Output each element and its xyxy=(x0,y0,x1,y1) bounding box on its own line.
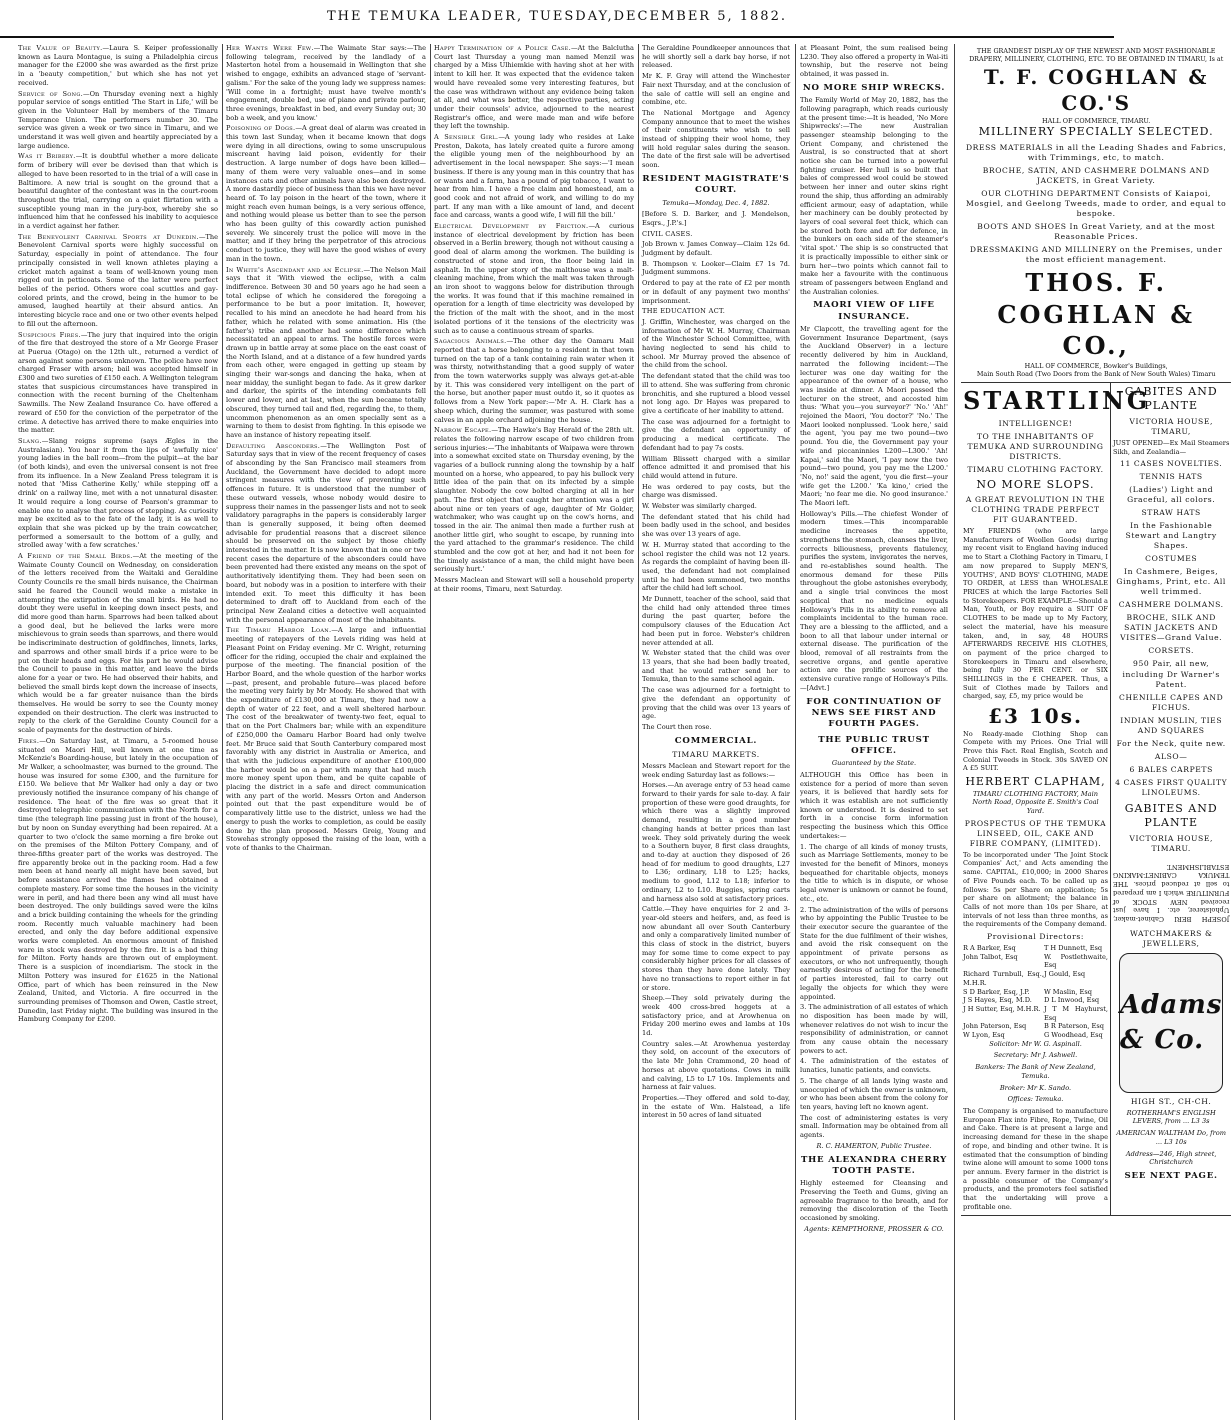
paragraph-text: Cattle.—They have enquiries for 2 and 3-year-old steers and heifers, and, as feed is now abundant all over South Canterbury and only a comparatively limited number of this class of stock in the district, buyers may for some time to come expect to pay considerably higher prices for all classes of stores than they have done lately. They have no transactions to report either in fat or store. xyxy=(642,905,790,992)
waltham: AMERICAN WALTHAM Do, from ... L3 10s xyxy=(1116,1129,1226,1146)
column-3 xyxy=(434,44,634,1420)
paragraph-text: Ordered to pay at the rate of £2 per month or in default of any payment two months' imprisonment. xyxy=(642,279,790,305)
paragraph-text: He was ordered to pay costs, but the charge was dismissed. xyxy=(642,482,790,500)
paragraph xyxy=(18,737,218,1024)
paragraph-lead: Suspicious Fires. xyxy=(18,330,81,339)
director-name: T H Dunnett, Esq xyxy=(1043,944,1103,953)
paragraph xyxy=(642,455,790,481)
advert-line: COSTUMES xyxy=(1145,554,1198,564)
paragraph-text: —At the meeting of the Waimate County Council on Wednesday, on consideration of the letters received from the Waitaki and Geraldine County Councils re the small birds nuisance, the Chairman said he feared the Council would make a mistake in attempting the extirpation of the small birds. He had no doubt they were useful in keeping down insect pests, and did more good than harm. Sparrows had been talked about a good deal, but he believed the larks were more mischievous to grain seeds than sparrows, and there would be indiscriminate destruction of goldfinches, linnets, larks, and sparrows and other small birds if a price were to be put on their heads and eggs. For his part he would advise the Council to pause in this matter, and leave the birds alone for a year or two. He had observed their habits, and believed the small birds kept down the increase of insects, which would be a far greater nuisance than the birds themselves. He would be sorry to see the County money expended on their destruction. The clerk was instructed to reply to the clerk of the Geraldine County Council for a scale of payments for the destruction of birds. xyxy=(18,552,218,735)
notices xyxy=(642,44,790,170)
paragraph xyxy=(226,626,426,852)
paragraph-text: W. Webster was similarly charged. xyxy=(642,502,757,511)
paragraph xyxy=(642,1040,790,1092)
paragraph xyxy=(642,240,790,257)
paragraph xyxy=(642,994,790,1038)
director-name: D L Inwood, Esq xyxy=(1043,996,1100,1005)
paragraph xyxy=(800,771,948,841)
advert-line: 4 CASES FIRST QUALITY LINOLEUMS. xyxy=(1115,777,1228,797)
maori-article xyxy=(800,325,948,508)
paragraph-text: Sheep.—They sold privately during the week 400 cross-bred hoggets at a satisfactory price, and at Arowhenua on Friday 200 merino ewes and lambs at 10s 1d. xyxy=(642,994,790,1038)
paragraph-text: Country sales.—At Arowhenua yesterday they sold, on account of the executors of the late Mr John Crammond, 20 head of horses at above quotations. Cows in milk and calving, L5 to L7 10s. Implements and harness at fair values. xyxy=(642,1039,790,1092)
cherry-text: Highly esteemed for Cleansing and Preserving the Teeth and Gums, giving an agreeable fragrance to the breath, and for removing the discoloration of the Teeth occasioned by smoking. xyxy=(800,1179,948,1222)
paragraph xyxy=(434,576,634,593)
cherry-heading: THE ALEXANDRA CHERRY TOOTH PASTE. xyxy=(800,1154,948,1176)
advert-line: OUR CLOTHING DEPARTMENT Consists of Kaiapoi, Mosgiel, and Geelong Tweeds, made to order, and equal to bespoke. xyxy=(966,188,1227,218)
advert-line: (Ladies') Light and Graceful, all colors. xyxy=(1127,485,1216,505)
advert-line: CHENILLE CAPES AND FICHUS. xyxy=(1119,692,1224,712)
clapham-address: TIMARU CLOTHING FACTORY, Main North Road, Opposite E. Smith's Coal Yard. xyxy=(972,789,1099,815)
paragraph xyxy=(642,44,790,70)
advert-line: DRESSMAKING AND MILLINERY on the Premises, under the most efficient management. xyxy=(969,244,1223,264)
paragraph-lead: The Value of Beauty. xyxy=(18,44,103,52)
column-rule xyxy=(222,44,223,1420)
court-subheading: Temuka—Monday, Dec. 4, 1882. xyxy=(662,198,770,207)
coghlan-millinery: MILLINERY SPECIALLY SELECTED. xyxy=(978,125,1214,139)
paragraph-text: —At the Balclutha Court last Thursday a young man named Menzil was charged by a Miss Ulhiemkie with having shot at her with intent to kill her. It was expected that the evidence taken would have revealed some very interesting features, but the case was withdrawn without any evidence being taken at all, and what was better, the respective parties, acting under their counsels' advice, adjourned to the nearest Registrar's office, and were made man and wife before they left the township. xyxy=(434,44,634,131)
paragraph-lead: Defaulting Absconders. xyxy=(226,441,321,450)
director-name: John Paterson, Esq xyxy=(963,1022,1027,1031)
markets-heading: TIMARU MARKETS. xyxy=(672,749,760,759)
paragraph xyxy=(642,513,790,539)
paragraph-lead: Narrow Escape. xyxy=(434,426,492,435)
maori-heading: MAORI VIEW OF LIFE INSURANCE. xyxy=(813,300,935,322)
gabites2-title: GABITES AND PLANTE xyxy=(1124,801,1218,830)
coghlan-advert xyxy=(961,44,1231,383)
paragraph-text: J. Griffin, Winchester, was charged on the information of Mr W. H. Murray, Chairman of the Winchester School Committee, with having neglected to send his child to school. Mr Murray proved the absence of the child from the school. xyxy=(642,317,790,370)
see-next-page: SEE NEXT PAGE. xyxy=(1124,1170,1218,1181)
paragraph xyxy=(800,1077,948,1112)
paragraph-text: at Pleasant Point, the sum realised being L230. They also offered a property in Wai-iti township, but the reserve not being obtained, it was passed in. xyxy=(800,44,948,79)
director-name: J S Hayes, Esq, M.D. xyxy=(963,996,1032,1005)
paragraph-text: 3. The administration of all estates of which no disposition has been made by will, whenever relatives do not wish to incur the responsibility of administration, or cannot from any cause obtain the necessary powers to act. xyxy=(800,1003,948,1055)
paragraph xyxy=(800,1114,948,1140)
column-rule xyxy=(430,44,431,1420)
paragraph-text: B. Thompson v. Looker—Claim £7 1s 7d. Judgment summons. xyxy=(642,259,790,277)
revolution: A GREAT REVOLUTION IN THE CLOTHING TRADE PERFECT FIT GUARANTEED. xyxy=(965,495,1106,525)
column-5-news xyxy=(800,44,948,1420)
advert-line: In Cashmere, Beiges, Ginghams, Print, etc. All well trimmed. xyxy=(1116,567,1226,597)
paragraph-text: Mr K. F. Gray will attend the Winchester Fair next Thursday, and at the conclusion of the sale of cattle will sell an engine and combine, etc. xyxy=(642,72,790,107)
paragraph xyxy=(642,279,790,305)
director-name: B R Paterson, Esq xyxy=(1043,1022,1104,1031)
gabites2-address: VICTORIA HOUSE, TIMARU. xyxy=(1129,833,1213,853)
paragraph-text: —The Hawke's Bay Herald of the 28th ult. relates the following narrow escape of two children from serious injuries:—'The inhabitants of Waipawa were thrown into a somewhat excited state on Thursday evening, by the vagaries of a bullock running along the township by a half mounted on a horse, who appeared, to pay his bullock very little idea of the pain that on its infected by a simple slaughter. Nobody the cow bolted charging at all in her path. The first object that caught her attention was a girl about nine or ten years of age, daughter of Mr Golder, watchmaker, who was caught up on the cow's horns, and tossed in the air. The animal then made a further rush at another little girl, who sought to escape, by running into the yard attached to the grammar's residence. The child stumbled and the cow got at her, and had it not been for the timely assistance of a man, the child might have been seriously hurt.' xyxy=(434,426,634,574)
startling-sub: INTELLIGENCE! xyxy=(998,419,1073,429)
paragraph-text: Mr Dunnett, teacher of the school, said that the child had only attended three times during the past quarter, before the compulsory clauses of the Education Act had been put in force. Webster's children never attended at all. xyxy=(642,595,790,647)
wrecks-article xyxy=(800,96,948,296)
advert-line: CORSETS. xyxy=(1148,646,1195,656)
paragraph xyxy=(18,90,218,151)
masthead: THE TEMUKA LEADER, TUESDAY,DECEMBER 5, 1882. xyxy=(0,0,1114,38)
paragraph xyxy=(642,905,790,992)
paragraph-text: —A curious instance of electrical development by friction has been observed in a Berlin brewery, though not without causing a good deal of alarm among the workmen. The building is constructed of stone and iron, the floor being laid in asphalt. In the upper story of the malthouse was a malt-cleaning machine, from which the malt was taken through an iron shoot to waggons below for distribution through the works. It was found that if this machine remained in operation for a length of time electricity was developed by the friction of the malt with the shoot, and in the most isolated portions of it the tensions of the electricity was such as to cause a continuous stream of sparks. xyxy=(434,222,634,335)
column-rule xyxy=(795,44,796,1420)
paragraph-text: W. Webster stated that the child was over 13 years, that she had been badly treated, and that he would rather send her to Temuka, than to the same school again. xyxy=(642,649,790,684)
director-name: S D Barker, Esq, J.P. xyxy=(963,987,1030,996)
paragraph xyxy=(226,442,426,625)
secretary: Secretary: Mr J. Ashwell. xyxy=(993,1051,1078,1060)
gabites-column xyxy=(1111,383,1231,1216)
paragraph-text: —A great deal of alarm was created in this town last Sunday, when it became known that dogs were dying in all directions, owing to some unscrupulous miscreant having laid poison, evidently for their destruction. A large number of dogs have been killed—many of them were very valuable ones—and in some instances cats and other animals have also been destroyed. A more dastardly piece of business than this we have never heard of. To lay poison in the heart of the town, where it might reach even human beings, is a very serious offence, and nothing would please us better than to see the person who has been guilty of this cowardly action punished severely. We sincerely trust the police will move in the matter, and if they bring the perpetrator of this atrocious conduct to justice, they will have the good wishes of every man in the town. xyxy=(226,124,426,263)
paragraph-text: The defendant stated that the child was too ill to attend. She was suffering from chronic bronchitis, and she ruptured a blood vessel not long ago. Dr Hayes was prepared to give a certificate of her inability to attend. xyxy=(642,372,790,415)
paragraph-text: Mr Clapcott, the travelling agent for the Government Insurance Department, (says the Auckland Observer) in a lecture recently delivered by him in Auckland, narrated the following incident:—The lecturer was one day waiting for the appearance of the owner of a house, who was inside at dinner. A Maori passed the lecturer on the street, and accosted him thus: 'What you—you surveyor?' 'No.' 'Ah!' rejoined the Maori, 'You doctor?' 'No.' The Maori looked nonplussed. 'Look here,' said the agent, 'you pay me two pound—two pound. You die, the Government pay your wife and piccaninnies L200—L300.' 'Ah! Kapai,' said the Maori, 'I pay now the two pound—two pound, you pay me the L200.' 'No, no!' said the agent, 'you die first—your wife get the L200.' 'Ka kino,' cried the Maori; 'no fear me die. No good insurance.' The Maori left. xyxy=(800,325,948,508)
column-4 xyxy=(642,44,790,1420)
paragraph-text: The case was adjourned for a fortnight to give the defendant an opportunity of producing a medical certificate. The defendant had to pay 7s costs. xyxy=(642,417,790,452)
director-name: G Woodhead, Esq xyxy=(1043,1031,1103,1040)
director-name: J T M Hayhurst, Esq xyxy=(1043,1004,1108,1022)
paragraph-text: The case was adjourned for a fortnight to give the defendant an opportunity of proving that the child was over 13 years of age. xyxy=(642,686,790,721)
linseed-title: PROSPECTUS OF THE TEMUKA LINSEED, OIL, CAKE AND FIBRE COMPANY, (LIMITED). xyxy=(964,818,1107,848)
paragraph xyxy=(642,109,790,170)
paragraph xyxy=(642,418,790,453)
paragraph xyxy=(18,331,218,435)
advert-line: For the Neck, quite new. xyxy=(1116,738,1226,748)
paragraph xyxy=(800,44,948,79)
continuation-notice: FOR CONTINUATION OF NEWS SEE FIRST AND FOURTH PAGES. xyxy=(806,696,942,730)
paragraph-text: Job Brown v. James Conway—Claim 12s 6d. Judgment by default. xyxy=(642,240,790,258)
paragraph xyxy=(642,307,790,316)
paragraph xyxy=(642,1094,790,1120)
ads-row xyxy=(961,383,1231,1217)
paragraph xyxy=(800,843,948,904)
paragraph-text: —The Nelson Mail says that it 'With viewed the eclipse, with a calm indifference. Between 30 and 50 years ago he had seen a total eclipse of which he considered the foregoing a performance to be but a poor imitation. It, however, recalled to his mind an anecdote he had heard from his father, which he related with some animation. His (the father's) tribe and another had some difference which necessitated an appeal to arms. The hostile forces were drawn up in battle array at some place on the east coast of the North Island, and at a distance of a few hundred yards from each other, were engaged in getting up steam by singing their war-songs and dancing the haka, when at near midday, the sunlight began to fade. As it grew darker and darker, the spirits of the intending combatants fell lower and lower, and at last, when the sun became totally obscured, they turned tail and fled, regarding the, to them, uncommon phenomenon as an omen specially sent as a warning to them to desist from fighting. In this episode we have an instance of history repeating itself. xyxy=(226,265,426,439)
paragraph-text: 2. The administration of the wills of persons who by appointing the Public Trustee to be their executor secure the guarantee of the State for the due fulfilment of their wishes, and avoid the risk consequent on the appointment of private persons as executors, or who not unfrequently, though earnestly desirous of acting for the benefit of parties interested, fail to carry out legally the objects for which they were appointed. xyxy=(800,905,948,1001)
trust-article xyxy=(800,771,948,1140)
paragraph xyxy=(18,233,218,329)
paragraph-lead: The Timaru Harbor Loan. xyxy=(226,626,332,635)
paragraph xyxy=(642,723,790,732)
paragraph-lead: The Benevolent Carnival Sports at Dunedin. xyxy=(18,232,199,241)
paragraph-lead: Happy Termination of a Police Case. xyxy=(434,44,571,52)
paragraph-text: —Slang reigns supreme (says Ægles in the Australasian). You hear it from the lips of 'awfully nice' young ladies in the ball room—from the pulpit—at the bar (of both kinds), and even the universal consent is not free from its influence. In a New Zealand Press telegram it is noted that 'Miss Catherine Kelly,' while stepping off a drink' on a railway line, met with a not unnatural disaster. It would require a long course of Pearson's grammar to enable one to analyse that process of stepping. As curiosity may be excited as to the fate of the lady, it is as well to explain that she was picked up by the train cowcatcher, performed a somersault to the bottom of a gully, and strolled away 'with a few scratches.' xyxy=(18,436,218,550)
director-name: John Talbot, Esq xyxy=(963,952,1018,961)
director-name: J Gould, Esq xyxy=(1043,970,1086,979)
coghlan2-name: THOS. F. COGHLAN & CO., xyxy=(997,267,1195,361)
coghlan2-address: Main South Road (Two Doors from the Bank of New South Wales) Timaru xyxy=(976,370,1216,379)
gabites-title: GABITES AND PLANTE xyxy=(1124,384,1218,413)
paragraph-text: —A young lady who resides at Lake Preston, Dakota, has lately created quite a furore among the eligible young men of the neighbourhood by an advertisement in the local newspaper. She says:—'I mean business. If there is any young man in this country that has or wants and a farm, has a pound of pig tobacco, I want to hear from him. I have a free claim and homestead, am a good cook and not afraid of work, and willing to do my part. If any man with a like amount of land, and decent face and carcass, wants a good wife, I will fill the bill.' xyxy=(434,133,635,220)
paragraph xyxy=(800,1003,948,1055)
paragraph-lead: A Friend of the Small Birds. xyxy=(18,552,133,561)
advert-line: INDIAN MUSLIN, TIES AND SQUARES xyxy=(1120,715,1223,735)
startling-advert xyxy=(961,383,1151,1216)
paragraph xyxy=(226,44,426,122)
paragraph xyxy=(642,649,790,684)
paragraph-text: Properties.—They offered and sold to-day, in the estate of Wm. Halstead, a life interest in 50 acres of land situated xyxy=(642,1093,790,1120)
paragraph xyxy=(642,72,790,107)
offices: Offices: Temuka. xyxy=(1007,1095,1064,1104)
advert-line: TENNIS HATS xyxy=(1139,472,1203,482)
paragraph xyxy=(642,318,790,370)
director-name: W. Postlethwaite, Esq xyxy=(1043,952,1108,970)
paragraph xyxy=(642,260,790,277)
paragraph-text: —The jury that inquired into the origin of the fire that destroyed the store of a Mr George Fraser at Puerua (Otago) on the 12th ult., returned a verdict of arson against some persons unknown. The police have now charged Fraser with arson; bail was accepted himself in £300 and two sureties of £150 each. A Wellington telegram states that suspicious circumstances have transpired in connection with the recent burning of the Cheltenham Sawmills. The New Zealand Insurance Co. have offered a reward of £50 for the conviction of the perpetrator of the crime. A detective has arrived there to make enquiries into the matter. xyxy=(18,330,219,435)
gabites-lines xyxy=(1113,472,1229,797)
startling-title: STARTLING xyxy=(963,385,1151,415)
paragraph-text: 5. The charge of all lands lying waste and unoccupied of which the owner is unknown, or who has been absent from the colony for ten years, having left no known agent. xyxy=(800,1076,948,1111)
paragraph-lead: Poisoning of Dogs. xyxy=(226,124,296,133)
advert-column xyxy=(961,44,1231,1420)
paragraph-text: —The Wellington Post of Saturday says that in view of the recent frequency of cases of absconding by the San Francisco mail steamers from Auckland, the Government have decided to adopt more stringent measures with the view of preventing such offences in future. It is understood that the number of these outward vessels, whose nobody would desire to suppress their names in the passenger lists and not to seek validatory paragraphs in the papers is considerably larger than is generally supposed, it being often deemed advisable for prudential reasons that a discreet silence should be preserved on the subject by those chiefly interested in the matter. It is now known that in one or two recent cases the departure of the absconders could have been prevented had there existed any means on the spot of authoritatively identifying them. They had been seen on board, but nobody was in a position to interfere with their intended exit. To meet this difficulty it has been determined to draft off to Auckland from each of the principal New Zealand cities a detective well acquainted with the personal appearance of most of the inhabitants. xyxy=(226,441,426,624)
advert-line: In the Fashionable Stewart and Langtry Shapes. xyxy=(1125,521,1217,551)
paragraph-lead: Electrical Development by Friction. xyxy=(434,222,589,231)
trust-signature: R. C. HAMERTON, Public Trustee. xyxy=(816,1141,932,1150)
markets-report xyxy=(642,762,790,1120)
linseed-more: The Company is organised to manufacture European Flax into Fibre, Rope, Twine, Oil and Cake. There is at present a large and increasing demand for these in the shape of rope, and binding and other twine. It is estimated that the consumption of binding twine alone will amount to some 1000 tons per annum. Every farmer in the district is a possible consumer of the Company's products, and the promoters feel satisfied that the undertaking will prove a profitable one. xyxy=(963,1107,1108,1211)
paragraph-text: —On Thursday evening next a highly popular service of songs entitled 'The Start in Life,' will be given in the Volunteer Hall by members of the Timaru Temperance Union. The performers number 30. The service was given a week or two since in Timaru, and we understand it was well given and heartily appreciated by a large audience. xyxy=(18,89,218,150)
paragraph xyxy=(226,124,426,263)
director-name: J H Sutter, Esq, M.H.R. xyxy=(963,1004,1041,1013)
court-heading: RESIDENT MAGISTRATE'S COURT. xyxy=(642,173,790,196)
court-report xyxy=(642,210,790,731)
paragraph-text: 1. The charge of all kinds of money trusts, such as Marriage Settlements, money to be invested for the benefit of Minors, moneys bequeathed for charitable objects, moneys the title to which is in dispute, or whose legal owner is unknown or cannot be found, etc., etc. xyxy=(800,842,948,903)
clapham-name: HERBERT CLAPHAM, xyxy=(965,775,1106,789)
paragraph xyxy=(434,222,634,335)
coghlan-hall: HALL OF COMMERCE, TIMARU. xyxy=(1042,116,1151,125)
paragraph-text: Messrs Maclean and Stewart will sell a household property at their rooms, Timaru, next Saturday. xyxy=(434,576,634,593)
advert-line: BROCHE, SATIN, AND CASHMERE DOLMANS AND JACKETS, in Great Variety. xyxy=(982,165,1210,185)
director-row xyxy=(963,1031,1108,1040)
paragraph-text: The Court then rose. xyxy=(642,722,712,731)
paragraph-text: —The Waimate Star says:—The following telegram, received by the landlady of a Masterton hotel from a housemaid in Wellington that she wished to engage, exhibits an advanced stage of 'servant-galism.' For the sake of the young lady we suppress names: 'Will come in a fortnight; must have twelve month's engagement, double bed, use of piano and private parlour, three evenings, breakfast in bed, and every Sunday out; 30 bob a week, and you know.' xyxy=(226,44,426,122)
paragraph xyxy=(642,230,790,239)
directors-title: Provisional Directors: xyxy=(987,932,1084,942)
paragraph xyxy=(18,44,218,88)
bankers: Bankers: The Bank of New Zealand, Temuka. xyxy=(975,1063,1096,1080)
paragraph xyxy=(434,133,634,220)
watch-address-2: Address—246, High street, Christchurch xyxy=(1125,1149,1217,1167)
paragraph xyxy=(434,337,634,424)
paragraph-text: The Family World of May 20, 1882, has the following paragraph, which reads curiously at the present time:—It is headed, 'No More Shipwrecks':—The new Australian passenger steamship belonging to the Orient Company, and christened the Austral, is so constructed that at short notice she can be turned into a powerful fighting cruiser. Her hull is so built that bales of compressed wool could be stowed between her inner and outer skins right round the ship, thus affording an admirably efficient armour, easy of adaptation, while her machinery can be doubly protected by layers of coal several feet thick, which can be stored both fore and aft for defence, in the bunkers on each side of the steamer's 'vital spot.' The ship is so constructed that it is practically impossible to either sink or burn her—two points which cannot fail to make her a favourite with the continuous stream of passengers between England and the Australian colonies. xyxy=(800,96,948,296)
paragraph-lead: Service of Song. xyxy=(18,89,84,98)
advert-line: ALSO— xyxy=(1154,751,1188,761)
gabites-cases: 11 CASES NOVELTIES. xyxy=(1120,459,1223,469)
paragraph xyxy=(800,325,948,508)
coghlan2-hall: HALL OF COMMERCE, Bowker's Buildings, xyxy=(1024,361,1168,370)
property-sale xyxy=(800,44,948,79)
director-name: W Maslin, Esq xyxy=(1043,987,1092,996)
paragraph xyxy=(642,595,790,647)
watch-name: Adams & Co. xyxy=(1120,990,1223,1055)
paragraph xyxy=(434,426,634,574)
paragraph-text: [Before S. D. Barker, and J. Mendelson, Esqrs., J.P.'s.] xyxy=(642,210,790,227)
paragraph xyxy=(642,483,790,500)
paragraph xyxy=(226,266,426,440)
trust-subheading: Guaranteed by the State. xyxy=(831,759,917,768)
paragraph-text: —The Benevolent Carnival sports were highly successful on Saturday, especially in point of attendance. The four principally consisted in well known athletes playing a cricket match against a team of well-known young men rigged out in petticoats. Some of the latter were perfect belles of the period. Others wore coal scuttles and gay-colored prints, and the crowd, being in the humor to be amused, laughed heartily at their absurd antics. An interesting bicycle race and one or two other events helped to fill out the afternoon. xyxy=(18,232,218,328)
commercial-heading: COMMERCIAL. xyxy=(674,735,758,746)
director-row xyxy=(963,1005,1108,1022)
paragraph-text: —A large and influential meeting of ratepayers of the Levels riding was held at Pleasant Point on Friday evening. Mr C. Wright, returning officer for the riding, occupied the chair and explained the purpose of the meeting. The financial position of the Harbor Board, and the whole question of the harbor works—past, present, and probable future—was placed before the meeting very fairly by Mr Moody. He showed that with the expenditure of £130,000 at Timaru, they had now a depth of water of 22 feet, and a well sheltered harbour. The cost of the breakwater of twenty-two feet, equal to that on the Port Chalmers bar; while with an expenditure of £250,000 the Oamaru Harbor Board had only twelve feet. Mr Bruce said that South Canterbury compared most favorably with any district in Australia or America, and that with the judicious expenditure of another £100,000 the harbor would be on a par with many that had much more money spent upon them, and be quite capable of placing the district in a safe and direct communication with any part of the world. Messrs Orton and Anderson pointed out that the past expenditure would be of comparatively little use to the district, unless we had the energy to push the works to completion, as could be easily done by the plan proposed. Messrs Greig, Young and Stowehas strongly opposed the raising of the loan, with a vote of thanks to the Chairman. xyxy=(226,626,426,852)
paragraph-text: ALTHOUGH this Office has been in existence for a period of more than seven years, it is believed that hardly sets for which it was establish are not sufficiently known or understood. It is desired to set forth in a concise form information respecting the business which this Office undertakes:— xyxy=(800,770,948,840)
director-row xyxy=(963,970,1108,987)
paragraph xyxy=(642,686,790,721)
advert-line: BOOTS AND SHOES In Great Variety, and at the most Reasonable Prices. xyxy=(977,221,1216,241)
director-row xyxy=(963,996,1108,1005)
directors-table xyxy=(963,944,1108,1040)
paragraph xyxy=(642,210,790,227)
column-2 xyxy=(226,44,426,1420)
paragraph-text: Messrs Maclean and Stewart report for the week ending Saturday last as follows:— xyxy=(642,761,790,779)
director-row xyxy=(963,988,1108,997)
broker: Broker: Mr K. Sando. xyxy=(999,1083,1072,1092)
advert-line: 950 Pair, all new, including Dr Warner's Patent. xyxy=(1122,659,1220,689)
director-row xyxy=(963,953,1108,970)
paragraph-text: —Laura S. Keiper professionally known as Laura Montague, is suing a Philadelphia circus manager for the £2000 she was awarded as the first prize in a 'beauty competition,' but which she has not yet received. xyxy=(18,44,218,87)
paragraph xyxy=(434,44,634,131)
paragraph xyxy=(18,152,218,230)
column-5 xyxy=(800,44,1230,1420)
paragraph xyxy=(642,781,790,903)
coghlan-lines xyxy=(963,143,1229,265)
watch-address: HIGH ST., CH-CH. xyxy=(1130,1096,1212,1106)
paragraph-lead: A Sensible Girl. xyxy=(434,133,499,142)
paragraph-text: —On Saturday last, at Timaru, a 5-roomed house situated on Maori Hill, well known at one time as McKenzie's Boarding-house, but lately in the occupation of Mr Walker, a schoolmaster, was burned to the ground. The house was insured for some £300, and the furniture for £150. We believe that Mr Walker had only a day or two previously notified the insurance company of his change of residence. The heat of the fire was so great that it destroyed telegraphic communication with the North for a time (the telegraph line passing just in front of the house), but by noon on Sunday everything had been repaired. At a quarter to two o'clock the same morning a fire broke out on the premises of the Milton Pottery Company, and of three-fifths greater part of the works was destroyed. The fire apparently broke out in the packing room. Had a few men been at hand nearly all might have been saved, but before assistance arrived the flames had obtained a complete mastery. For some time the houses in the vicinity were in peril, and had there been any wind all must have been destroyed. The only buildings saved were the kilns and a brick building containing the wheels for the grinding room. Recently much valuable machinery had been erected, and only the day before additional expensive works were completed. An enormous amount of finished ware in stock was destroyed by the fire. It is a bad thing for Milton. Forty hands are thrown out of employment. There is a suspicion of incendiarism. The stock in the Milton Pottery was insured for £1625 in the National Office, part of which has been reinsured in the New Zealand, United, and Victoria. A fire occurred in the surrounding premises of Thomson and Owen, Castle street, Dunedin, last Friday night. The building was insured in the Hamburg Company for £200. xyxy=(18,736,218,1024)
trust-heading: THE PUBLIC TRUST OFFICE. xyxy=(818,734,930,756)
paragraph-text: The National Mortgage and Agency Company announce that to meet the wishes of their constituents who wish to sell instead of shipping their wool home, they will hold regular sales during the season. The date of the first sale will be advertised soon. xyxy=(642,108,790,170)
paragraph xyxy=(800,1057,948,1074)
paragraph-lead: Sagacious Animals. xyxy=(434,337,507,346)
adams-logo xyxy=(1119,953,1223,1093)
paragraph-text: The cost of administering estates is very small. Information may be obtained from all agents. xyxy=(800,1113,948,1140)
paragraph xyxy=(800,906,948,1002)
startling-body: MY FRIENDS (who are large Manufacturers of Woollen Goods) during my recent visit to England having induced me to Start a Clothing Factory in Timaru, I am now prepared to Supply MEN'S, YOUTHS', AND BOYS' CLOTHING, MADE TO ORDER, at LESS than WHOLESALE PRICES at which the large Factories Sell to Storekeepers. FOR EXAMPLE—Should a Man, Youth, or Boy require a SUIT OF CLOTHES to be made up to My Factory, select the material, have his measure taken, and, in say, 48 HOURS AFTERWARDS RECEIVE HIS CLOTHES, on payment of the price charged to Storekeepers in Timaru and elsewhere, being fully 30 PER CENT. or SIX SHILLINGS in the £ CHEAPER. Thus, a Suit of Clothes made by Tailors and charged, say, £5, my price would be xyxy=(963,527,1108,701)
director-name: W Lyon, Esq xyxy=(963,1031,1005,1040)
paragraph-lead: Slang. xyxy=(18,436,42,445)
holloway-advert: Holloway's Pills.—The chiefest Wonder of modern times.—This incomparable medicine increases the appetite, strengthens the stomach, cleanses the liver, corrects biliousness, prevents flatulency, purifies the system, invigorates the nerves, and re-establishes sound health. The enormous demand for these Pills throughout the globe astonishes everybody, and a single trial convinces the most sceptical that no medicine equals Holloway's Pills in its ability to remove all complaints incidental to the human race. They are a blessing to the afflicted, and a boon to all that labour under internal or external disease. The purification of the blood, removal of all restraints from the secretive organs, and gentle aperative action are the prolific sources of the extensive curative range of Holloway's Pills.—[Advt.] xyxy=(800,509,948,692)
paragraph-lead: CIVIL CASES. xyxy=(642,229,693,238)
paragraph-lead: In White's Ascendant and an Eclipse. xyxy=(226,265,364,274)
startling-price: £3 10s. xyxy=(988,704,1083,729)
paragraph-text: The Geraldine Poundkeeper announces that he will shortly sell a dark bay horse, if not released. xyxy=(642,44,790,70)
director-row xyxy=(963,944,1108,953)
paragraph xyxy=(18,552,218,735)
no-more-slops: NO MORE SLOPS. xyxy=(976,477,1095,491)
column-rule xyxy=(954,44,955,1420)
gabites-address: VICTORIA HOUSE, TIMARU, xyxy=(1129,416,1213,436)
coghlan-intro: THE GRANDEST DISPLAY OF THE NEWEST AND MOST FASHIONABLE DRAPERY, MILLINERY, CLOTHING, ETC. TO BE OBTAINED IN TIMARU, Is at xyxy=(969,47,1224,64)
paragraph-text: —The other day the Oamaru Mail reported that a horse belonging to a resident in that town turned on the tap of a tank containing rain water when it was thirsty, notwithstanding that a good supply of water from the town waterworks supply was always get-at-able by it. This was considered very intelligent on the part of the horse, but another paper must outdo it, so it quotes as follows from a New York paper:—'Mr A. H. Clark has a sheep which, during the summer, was pastured with some calves in an apple orchard adjoining the house. xyxy=(434,337,634,424)
column-1 xyxy=(18,44,218,1420)
advert-line: DRESS MATERIALS in all the Leading Shades and Fabrics, with Trimmings, etc, to match. xyxy=(965,142,1227,162)
advert-line: BROCHE, SILK AND SATIN JACKETS AND VISITES—Grand Value. xyxy=(1120,613,1223,643)
wrecks-heading: NO MORE SHIP WRECKS. xyxy=(802,82,946,93)
paragraph xyxy=(642,372,790,416)
cherry-agents: Agents: KEMPTHORNE, PROSSER & CO. xyxy=(804,1224,944,1233)
paragraph-lead: Was it Bribery. xyxy=(18,152,76,161)
startling-to: TO THE INHABITANTS OF TEMUKA AND SURROUNDING DISTRICTS. xyxy=(967,432,1104,462)
paragraph-text: 4. The administration of the estates of lunatics, lunatic patients, and convicts. xyxy=(800,1057,948,1075)
coghlan-name: T. F. COGHLAN & CO.'S xyxy=(983,64,1209,116)
paragraph xyxy=(642,541,790,593)
paragraph-text: The defendant stated that his child had been badly used in the school, and besides she was over 13 years of age. xyxy=(642,512,790,539)
linseed-body: To be incorporated under 'The Joint Stock Companies' Act,' and Acts amending the same. CAPITAL, £10,000; in 2000 Shares of Five Pounds each. To be called up as follows: 5s per Share on application; 5s per share on allotment; the balance in Calls of not more than 10s per Share, at intervals of not less than three months, as the requirements of the Company demand. xyxy=(963,850,1108,929)
advert-line: STRAW HATS xyxy=(1141,508,1201,518)
paragraph-text: William Blissett charged with a similar offence admitted it and promised that his child would attend in future. xyxy=(642,454,790,480)
watch-title: WATCHMAKERS & JEWELLERS, xyxy=(1129,928,1213,948)
bai-rotated-advert: JOSEPH BERI Cabinet-maker, Upholsterer, etc. I have just received NEW STOCK of FURNITURE which I am prepared to sell at reduced prices. THE TEMUKA CABINET-MAKING ESTABLISHMENT. xyxy=(1113,862,1230,923)
paragraph-text: Horses.—An average entry of 53 head came forward to their yards for sale to-day. A fair proportion of these were good draughts, for which there was a slightly improved demand, resulting in a good number changing hands at better prices than last week. They sold privately during the week to a Southern buyer, 8 first class draughts, and to-day at auction they disposed of 26 head of for medium to good draughts, L27 to L36; ordinary, L18 to L25; hacks, medium to good, L12 to L18; inferior to ordinary, L2 to L10. Buggies, spring carts and harness also sold at satisfactory prices. xyxy=(642,781,790,903)
paragraph xyxy=(642,762,790,779)
paragraph-lead: THE EDUCATION ACT. xyxy=(642,307,726,316)
gabites-just: JUST OPENED—Ex Mail Steamers Sikh, and Zealandia— xyxy=(1113,438,1230,456)
column-rule xyxy=(638,44,639,1420)
paragraph xyxy=(642,502,790,511)
paragraph-lead: Her Wants Were Few. xyxy=(226,44,314,52)
director-row xyxy=(963,1022,1108,1031)
director-name: R A Barker, Esq xyxy=(963,944,1016,953)
rotherham-levers: ROTHERHAM'S ENGLISH LEVERS, from ... L3 3s xyxy=(1126,1108,1216,1126)
paragraph-text: W. H. Murray stated that according to the school register the child was not 12 years. As regards the complaint of having been ill-used, the defendant had not complained until he had been summoned, two months after the child had left school. xyxy=(642,540,790,593)
paragraph xyxy=(18,437,218,550)
paragraph xyxy=(800,96,948,296)
solicitor: Solicitor: Mr W. G. Aspinall. xyxy=(989,1039,1082,1048)
paragraph-text: —It is doubtful whether a more delicate form of bribery will ever be devised than that which is alleged to have been resorted to in the trial of a will case in Baltimore. A new trial is sought on the ground that a beautiful daughter of the contestant was in the court-room throughout the trial, carrying on a quiet flirtation with a susceptible young man in the jury-box, whereby she so influenced him that he confessed his inability to acquiesce in a verdict against her father. xyxy=(18,152,218,231)
director-name: Richard Turnbull, Esq., M.H.R. xyxy=(963,970,1044,987)
advert-line: 6 BALES CARPETS xyxy=(1129,764,1213,774)
startling-factory: TIMARU CLOTHING FACTORY. xyxy=(967,465,1104,475)
paragraph-lead: Fires. xyxy=(18,736,40,745)
advert-line: CASHMERE DOLMANS. xyxy=(1118,600,1224,610)
startling-foot: No Ready-made Clothing Shop can Compete with my Prices. One Trial will Prove this Fact. Real English, Scotch and Colonial Tweeds in Stock. 30s SAVED ON A £5 SUIT. xyxy=(963,729,1108,773)
